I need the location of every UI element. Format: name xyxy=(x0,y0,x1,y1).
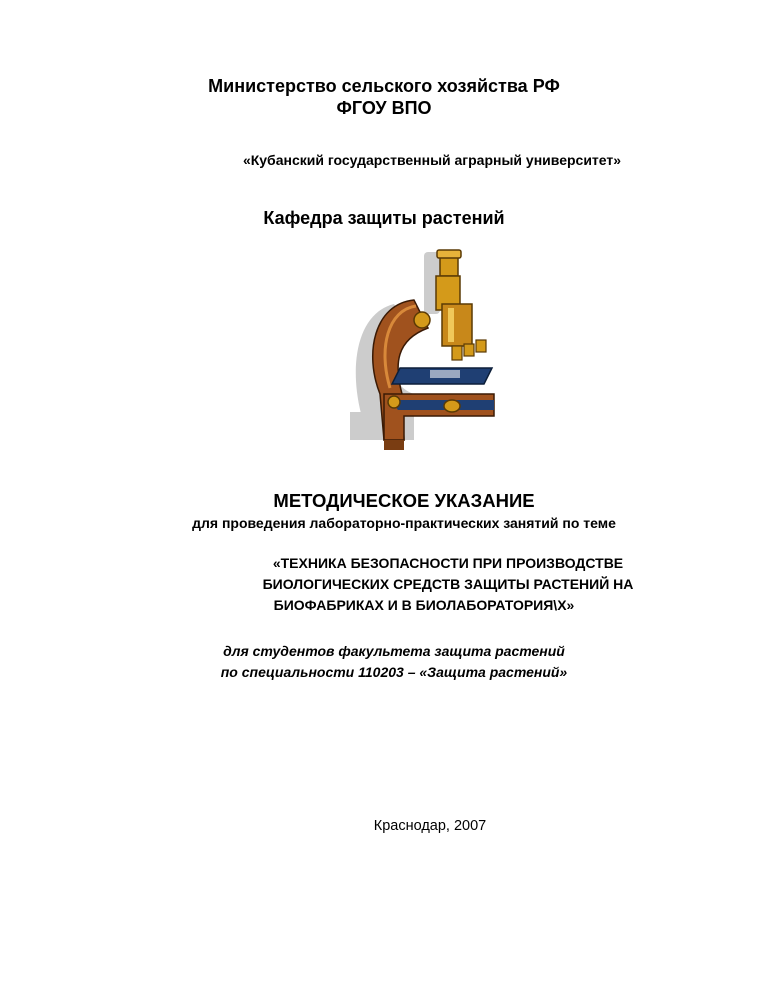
city-year: Краснодар, 2007 xyxy=(373,818,487,834)
microscope-icon xyxy=(344,244,514,456)
audience-line: по специальности 110203 – «Защита растений» xyxy=(220,664,568,680)
topic-line: «ТЕХНИКА БЕЗОПАСНОСТИ ПРИ ПРОИЗВОДСТВЕ xyxy=(272,555,624,571)
document-title: МЕТОДИЧЕСКОЕ УКАЗАНИЕ xyxy=(273,490,535,511)
department-name: Кафедра защиты растений xyxy=(263,208,505,228)
topic-line: БИОЛОГИЧЕСКИХ СРЕДСТВ ЗАЩИТЫ РАСТЕНИЙ НА xyxy=(262,576,634,592)
audience-line: для студентов факультета защита растений xyxy=(223,643,565,659)
university-name: «Кубанский государственный аграрный университет» xyxy=(242,152,622,168)
topic-line: БИОФАБРИКАХ И В БИОЛАБОРАТОРИЯ\Х» xyxy=(273,597,575,613)
institution-type: ФГОУ ВПО xyxy=(336,98,432,118)
ministry-name: Министерство сельского хозяйства РФ xyxy=(208,76,560,96)
document-subtitle: для проведения лабораторно-практических занятий по теме xyxy=(192,515,616,531)
